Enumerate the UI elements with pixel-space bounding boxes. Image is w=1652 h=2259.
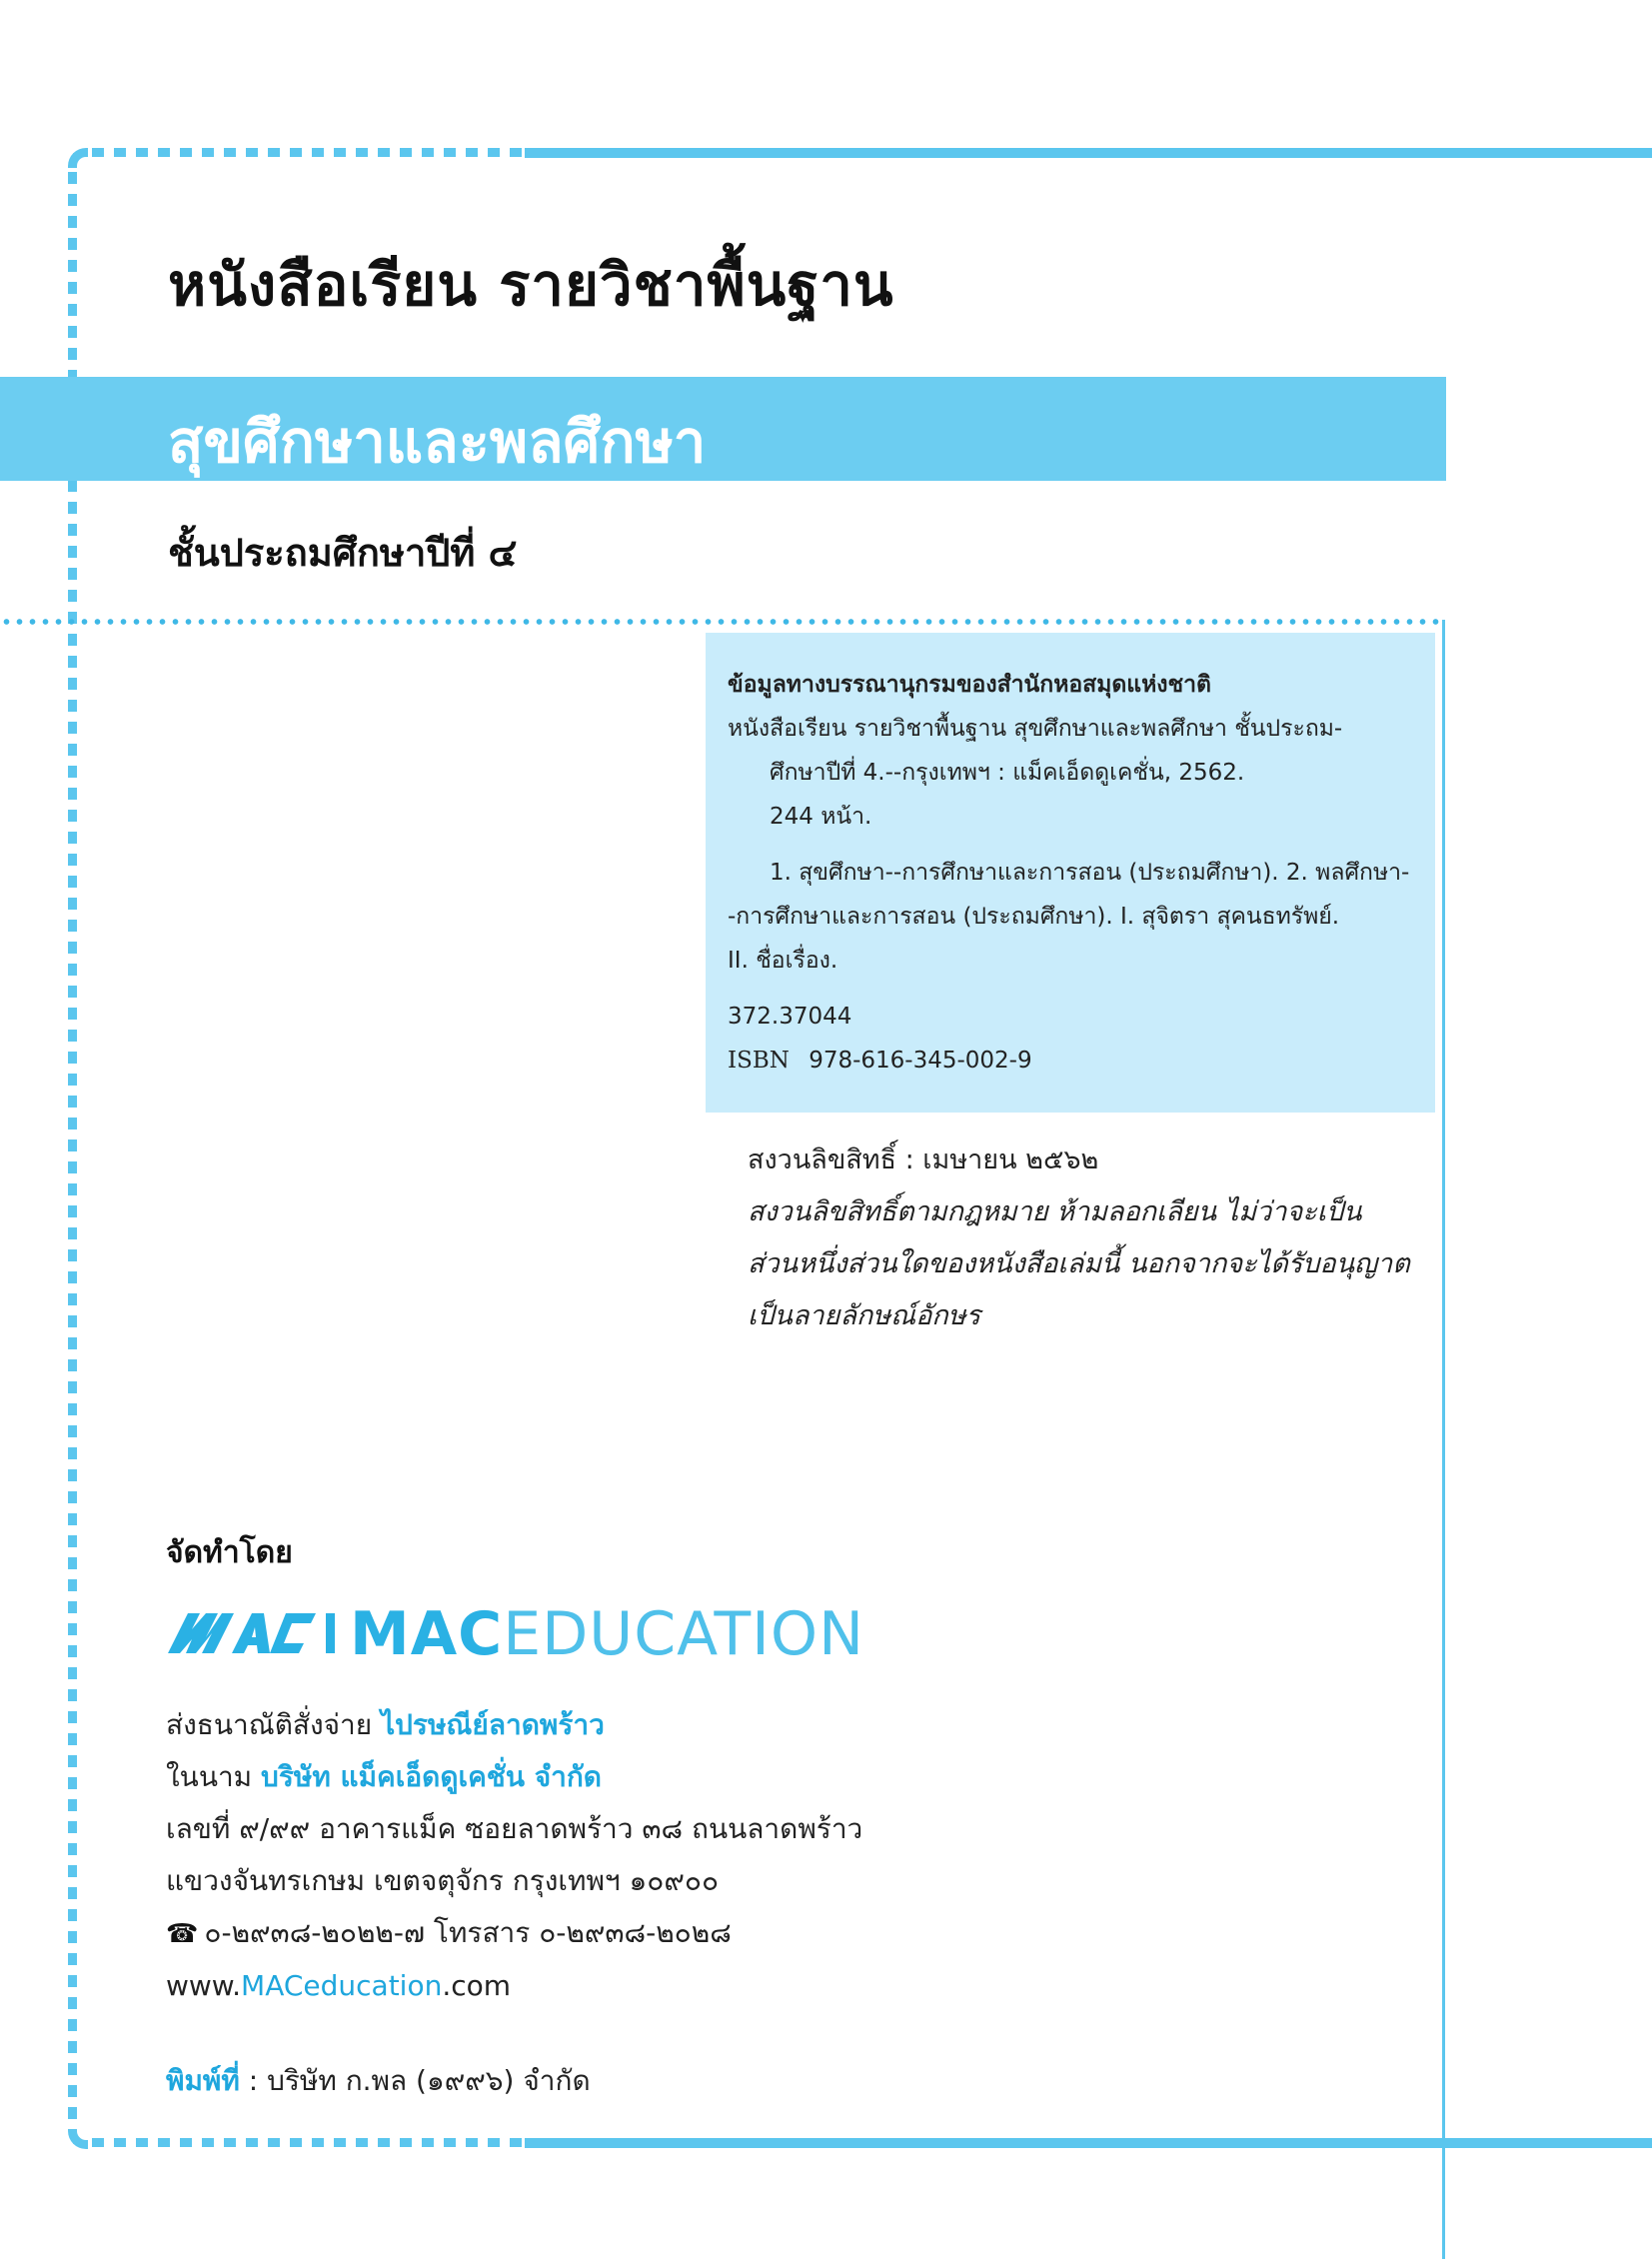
phone-line bbox=[166, 1907, 862, 1960]
money-order-prefix: ส่งธนาณัติสั่งจ่าย bbox=[166, 1708, 373, 1741]
printer-name: : บริษัท ก.พล (๑๙๙๖) จำกัด bbox=[239, 2064, 591, 2097]
dotted-divider bbox=[0, 619, 1445, 625]
copyright-notice bbox=[748, 1134, 1447, 1342]
catalog-pages: 244 หน้า. bbox=[770, 804, 872, 830]
frame-bottom-dashed-line bbox=[92, 2138, 522, 2147]
logo-wordmark bbox=[350, 1599, 864, 1669]
payee-prefix: ในนาม bbox=[166, 1760, 253, 1793]
printer-line bbox=[166, 2059, 591, 2103]
printer-label: พิมพ์ที่ bbox=[166, 2064, 240, 2097]
grade-level: ชั้นประถมศึกษาปีที่ ๔ bbox=[168, 531, 518, 575]
catalog-line: ศึกษาปีที่ 4.--กรุงเทพฯ : แม็คเอ็ดดูเคชั่น, 2562. bbox=[770, 760, 1245, 786]
money-order-office: ไปรษณีย์ลาดพร้าว bbox=[381, 1708, 605, 1741]
copyright-date: สงวนลิขสิทธิ์ : เมษายน ๒๕๖๒ bbox=[748, 1144, 1099, 1175]
address-line: แขวงจันทรเกษม เขตจตุจักร กรุงเทพฯ ๑๐๙๐๐ bbox=[166, 1864, 720, 1897]
telephone-icon: ☎ bbox=[166, 1919, 199, 1949]
phone-numbers: ๐-๒๙๓๘-๒๐๒๒-๗ โทรสาร ๐-๒๙๓๘-๒๐๒๘ bbox=[204, 1916, 732, 1949]
website-link[interactable] bbox=[166, 1960, 862, 2012]
isbn-value: 978-616-345-002-9 bbox=[809, 1048, 1032, 1074]
prepared-by-label: จัดทำโดย bbox=[166, 1535, 293, 1570]
mac-logo-icon bbox=[166, 1607, 344, 1657]
payee-line bbox=[166, 1751, 862, 1803]
logo-text-education: EDUCATION bbox=[503, 1599, 864, 1669]
frame-right-vertical-line bbox=[1442, 620, 1445, 2259]
frame-top-dashed-line bbox=[92, 148, 522, 157]
frame-corner-top-left bbox=[68, 148, 88, 168]
payee-name: บริษัท แม็คเอ็ดดูเคชั่น จำกัด bbox=[261, 1760, 602, 1793]
web-brand: MACeducation bbox=[241, 1969, 443, 2002]
isbn-label: ISBN bbox=[728, 1048, 790, 1074]
catalog-subjects: -การศึกษาและการสอน (ประถมศึกษา). I. สุจิตรา สุคนธทรัพย์. bbox=[728, 904, 1340, 930]
catalog-line: หนังสือเรียน รายวิชาพื้นฐาน สุขศึกษาและพลศึกษา ชั้นประถม- bbox=[728, 716, 1343, 742]
copyright-text: เป็นลายลักษณ์อักษร bbox=[748, 1300, 980, 1331]
book-title: หนังสือเรียน รายวิชาพื้นฐาน bbox=[168, 251, 894, 319]
catalog-heading: ข้อมูลทางบรรณานุกรมของสำนักหอสมุดแห่งชาติ bbox=[728, 672, 1211, 698]
frame-corner-bottom-left bbox=[68, 2129, 88, 2149]
catalog-isbn-row bbox=[728, 1039, 1435, 1083]
logo-text-mac: MAC bbox=[350, 1599, 504, 1669]
address-line: เลขที่ ๙/๙๙ อาคารแม็ค ซอยลาดพร้าว ๓๘ ถนนลาดพร้าว bbox=[166, 1812, 863, 1845]
publisher-info bbox=[166, 1699, 862, 2012]
catalog-subjects: 1. สุขศึกษา--การศึกษาและการสอน (ประถมศึกษา). 2. พลศึกษา- bbox=[770, 860, 1410, 886]
copyright-text: ส่วนหนึ่งส่วนใดของหนังสือเล่มนี้ นอกจากจะได้รับอนุญาต bbox=[748, 1248, 1410, 1279]
web-prefix: www. bbox=[166, 1969, 242, 2002]
frame-top-solid-line bbox=[525, 148, 1652, 158]
subject-title: สุขศึกษาและพลศึกษา bbox=[168, 408, 707, 476]
money-order-line bbox=[166, 1699, 862, 1751]
catalog-subjects: II. ชื่อเรื่อง. bbox=[728, 948, 838, 974]
frame-bottom-solid-line bbox=[525, 2138, 1652, 2148]
web-suffix: .com bbox=[442, 1969, 512, 2002]
copyright-text: สงวนลิขสิทธิ์ตามกฎหมาย ห้ามลอกเลียน ไม่ว่าจะเป็น bbox=[748, 1196, 1362, 1227]
catalog-box bbox=[706, 633, 1435, 1113]
catalog-class-number: 372.37044 bbox=[728, 1004, 852, 1030]
